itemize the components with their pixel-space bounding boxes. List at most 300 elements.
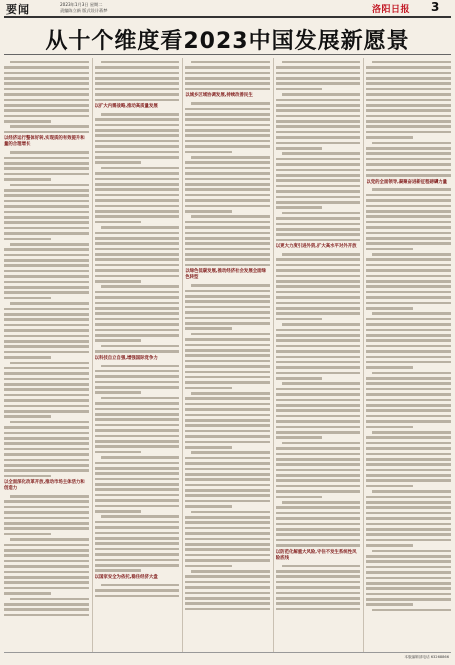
body-text-line (95, 253, 180, 256)
body-text-line (4, 426, 89, 429)
article-subhead: 以党的全面领导,凝聚奋进新征程磅礴力量 (366, 179, 448, 185)
body-text-line (366, 221, 451, 224)
body-text-line (276, 447, 361, 450)
body-text-line (95, 248, 180, 251)
body-text-line (185, 199, 270, 202)
body-text-line (276, 523, 361, 526)
article-column (92, 58, 180, 652)
body-text-line (276, 586, 361, 589)
body-text-line (10, 302, 89, 305)
body-text-line (276, 404, 361, 407)
body-text-line (366, 205, 451, 208)
body-text-line (366, 88, 451, 91)
body-text-line (276, 361, 361, 364)
body-text-line (276, 420, 361, 423)
body-text-line (4, 383, 89, 386)
body-text-line (4, 571, 89, 574)
body-text-line (185, 376, 270, 379)
body-text-line (276, 597, 361, 600)
body-text-line (276, 339, 361, 342)
body-text-line (95, 242, 180, 245)
body-text-line (4, 592, 51, 595)
body-text-line (185, 66, 270, 69)
body-text-line (185, 559, 270, 562)
body-text-line (95, 291, 180, 294)
body-text-line (95, 258, 180, 261)
body-text-line (366, 404, 451, 407)
body-text-line (185, 349, 270, 352)
body-text-line (95, 93, 180, 96)
body-text-line (366, 577, 451, 580)
body-text-line (95, 499, 180, 502)
body-text-line (366, 237, 451, 240)
body-text-line (4, 367, 89, 370)
body-text-line (10, 184, 89, 187)
body-text-line (276, 345, 361, 348)
body-text-line (366, 479, 451, 482)
body-text-line (366, 77, 451, 80)
body-text-line (95, 172, 180, 175)
body-text-line (95, 472, 180, 475)
body-text-line (95, 445, 180, 448)
body-text-line (282, 93, 361, 96)
body-text-line (185, 221, 270, 224)
body-text-line (4, 614, 89, 617)
body-text-line (4, 93, 89, 96)
body-text-line (95, 350, 180, 353)
body-text-line (185, 457, 270, 460)
body-text-line (95, 589, 180, 592)
body-text-line (95, 510, 142, 513)
body-text-line (282, 442, 361, 445)
article-subhead: 以城乡区域协调发展,持续改善民生 (185, 93, 253, 99)
body-text-line (4, 442, 89, 445)
body-text-line (95, 595, 180, 598)
body-text-line (276, 453, 361, 456)
body-text-line (366, 323, 451, 326)
body-text-line (366, 544, 413, 547)
body-text-line (95, 329, 180, 332)
body-text-line (185, 424, 270, 427)
body-text-line (366, 571, 451, 574)
body-text-line (185, 161, 270, 164)
body-text-line (366, 242, 451, 245)
body-text-line (95, 569, 142, 572)
body-text-line (95, 237, 180, 240)
body-text-line (366, 453, 451, 456)
section-label: 要闻 (6, 3, 30, 16)
body-text-line (95, 307, 180, 310)
body-text-line (276, 592, 361, 595)
body-text-line (276, 163, 361, 166)
body-text-line (95, 66, 180, 69)
body-text-line (101, 456, 180, 459)
body-text-line (282, 152, 361, 155)
body-text-line (4, 248, 89, 251)
body-text-line (282, 382, 361, 385)
body-text-line (366, 174, 451, 177)
body-text-line (4, 603, 89, 606)
body-text-line (366, 345, 451, 348)
body-text-line (185, 414, 270, 417)
body-text-line (185, 403, 270, 406)
body-text-line (101, 167, 180, 170)
body-text-line (191, 570, 270, 573)
body-text-line (185, 597, 270, 600)
body-text-line (276, 285, 361, 288)
body-text-line (4, 232, 89, 235)
body-text-line (95, 424, 180, 427)
body-text-line (185, 108, 270, 111)
article-subhead: 以扩大内需战略,推动高质量发展 (94, 104, 158, 110)
body-text-line (276, 280, 361, 283)
body-text-line (95, 391, 142, 394)
body-text-line (4, 415, 51, 418)
body-text-line (185, 592, 270, 595)
article-column (182, 58, 270, 652)
body-text-line (366, 285, 451, 288)
body-text-line (282, 212, 361, 215)
body-text-line (95, 413, 180, 416)
body-text-line (4, 356, 51, 359)
body-text-line (95, 478, 180, 481)
body-text-line (366, 339, 451, 342)
body-text-line (4, 254, 89, 257)
body-text-line (366, 506, 451, 509)
body-text-line (276, 366, 361, 369)
body-text-line (95, 215, 180, 218)
body-text-line (4, 511, 89, 514)
body-text-line (4, 533, 51, 536)
body-text-line (4, 469, 89, 472)
body-text-line (185, 575, 270, 578)
body-text-line (185, 446, 232, 449)
body-text-line (4, 259, 89, 262)
body-text-line (185, 72, 270, 75)
body-text-line (276, 458, 361, 461)
body-text-line (276, 206, 323, 209)
body-text-line (185, 543, 270, 546)
body-text-line (95, 296, 180, 299)
body-text-line (366, 131, 451, 134)
body-text-line (4, 351, 89, 354)
body-text-line (185, 205, 270, 208)
body-text-line (276, 115, 361, 118)
body-text-line (95, 275, 180, 278)
body-text-line (366, 598, 451, 601)
body-text-line (366, 329, 451, 332)
body-text-line (95, 77, 180, 80)
body-text-line (372, 372, 451, 375)
body-text-line (366, 125, 451, 128)
body-text-line (185, 365, 270, 368)
body-text-line (4, 517, 89, 520)
body-text-line (4, 318, 89, 321)
body-text-line (95, 145, 180, 148)
body-text-line (95, 99, 180, 102)
body-text-line (276, 296, 361, 299)
article-subhead: 以防范化解重大风险,守住不发生系统性风险底线 (275, 549, 357, 561)
body-text-line (101, 226, 180, 229)
body-text-line (4, 297, 51, 300)
body-text-line (185, 167, 270, 170)
body-text-line (4, 189, 89, 192)
body-text-line (366, 120, 451, 123)
body-text-line (276, 485, 361, 488)
body-text-line (95, 188, 180, 191)
body-text-line (372, 550, 451, 553)
body-text-line (366, 463, 451, 466)
body-text-line (276, 372, 361, 375)
body-text-line (366, 296, 451, 299)
body-text-line (95, 553, 180, 556)
body-text-line (366, 158, 451, 161)
body-text-line (95, 118, 180, 121)
body-text-line (191, 333, 270, 336)
body-text-line (95, 564, 180, 567)
body-text-line (95, 194, 180, 197)
body-text-line (101, 61, 180, 64)
body-text-line (4, 167, 89, 170)
newspaper-name: 洛阳日报 (372, 5, 411, 15)
body-text-line (185, 548, 270, 551)
body-text-line (185, 344, 270, 347)
body-text-line (366, 587, 451, 590)
body-text-line (95, 178, 180, 181)
body-text-line (95, 467, 180, 470)
body-text-line (366, 258, 451, 261)
body-text-line (276, 147, 323, 150)
body-text-line (276, 302, 361, 305)
body-text-line (366, 82, 451, 85)
body-text-line (185, 140, 270, 143)
body-text-line (185, 129, 270, 132)
body-text-line (4, 560, 89, 563)
body-text-line (185, 516, 270, 519)
body-text-line (372, 188, 451, 191)
body-text-line (366, 420, 451, 423)
body-text-line (366, 334, 451, 337)
body-text-line (4, 581, 89, 584)
body-text-line (4, 329, 89, 332)
body-text-line (276, 533, 361, 536)
body-text-line (276, 436, 323, 439)
body-text-line (191, 102, 270, 105)
body-text-line (366, 366, 413, 369)
body-text-line (366, 560, 451, 563)
body-text-line (95, 156, 180, 159)
body-text-line (10, 61, 89, 64)
body-text-line (276, 575, 361, 578)
body-text-line (4, 345, 89, 348)
body-text-line (4, 587, 89, 590)
body-text-line (185, 602, 270, 605)
body-text-line (4, 200, 89, 203)
body-text-line (366, 169, 451, 172)
body-text-line (185, 232, 270, 235)
body-text-line (95, 462, 180, 465)
body-text-line (4, 109, 89, 112)
body-text-line (95, 210, 180, 213)
body-text-line (4, 66, 89, 69)
body-text-line (276, 506, 361, 509)
body-text-line (95, 381, 180, 384)
body-text-line (4, 340, 89, 343)
body-text-line (366, 442, 451, 445)
body-text-line (276, 528, 361, 531)
body-text-line (366, 485, 413, 488)
body-text-line (185, 151, 232, 154)
body-text-line (95, 402, 180, 405)
body-text-line (95, 339, 142, 342)
body-text-line (4, 549, 89, 552)
header-divider (4, 16, 451, 18)
body-text-line (276, 131, 361, 134)
body-text-line (95, 318, 180, 321)
body-text-line (185, 290, 270, 293)
body-text-line (4, 194, 89, 197)
body-text-line (185, 494, 270, 497)
body-text-line (185, 360, 270, 363)
body-text-line (4, 527, 89, 530)
body-text-line (4, 313, 89, 316)
body-text-line (282, 253, 361, 256)
body-text-line (185, 82, 270, 85)
body-text-line (276, 318, 323, 321)
article-column (273, 58, 361, 652)
body-text-line (95, 542, 180, 545)
article-subhead: 以经济运行整体好转,实现质的有效提升和量的合理增长 (4, 136, 85, 148)
body-text-line (276, 158, 361, 161)
body-text-line (95, 183, 180, 186)
body-text-line (95, 124, 180, 127)
body-text-line (366, 318, 451, 321)
body-text-line (95, 264, 180, 267)
body-text-line (366, 512, 451, 515)
body-text-line (95, 199, 180, 202)
body-text-line (4, 432, 89, 435)
body-text-line (366, 501, 451, 504)
article-headline: 从十个维度看2023中国发展新愿景 (45, 29, 410, 54)
body-text-line (95, 483, 180, 486)
body-text-line (185, 258, 270, 261)
body-text-line (185, 118, 270, 121)
body-text-line (366, 307, 413, 310)
body-text-line (185, 430, 270, 433)
body-text-line (185, 441, 270, 444)
body-text-line (185, 521, 270, 524)
body-text-line (366, 72, 451, 75)
body-text-line (191, 451, 270, 454)
body-text-line (276, 142, 361, 145)
body-text-line (4, 178, 51, 181)
body-text-line (185, 505, 232, 508)
body-text-line (4, 157, 89, 160)
body-text-line (185, 183, 270, 186)
body-text-line (95, 532, 180, 535)
article-subhead: 以绿色低碳发展,推动经济社会发展全面绿色转型 (185, 269, 266, 281)
body-text-line (4, 131, 89, 134)
body-text-line (185, 188, 270, 191)
body-text-line (276, 169, 361, 172)
body-text-line (185, 306, 270, 309)
body-text-line (366, 415, 451, 418)
body-text-line (276, 239, 361, 242)
body-text-line (276, 307, 361, 310)
body-text-line (185, 468, 270, 471)
body-text-line (185, 435, 270, 438)
body-text-line (276, 82, 361, 85)
body-text-line (366, 533, 451, 536)
body-text-line (191, 156, 270, 159)
body-text-line (366, 350, 451, 353)
body-text-line (366, 582, 451, 585)
body-text-line (95, 537, 180, 540)
body-text-line (95, 232, 180, 235)
body-text-line (4, 453, 89, 456)
body-text-line (366, 152, 451, 155)
body-text-line (366, 280, 451, 283)
body-text-line (366, 109, 451, 112)
body-text-line (4, 464, 89, 467)
body-text-line (372, 253, 451, 256)
body-text-line (276, 431, 361, 434)
body-text-line (185, 242, 270, 245)
body-text-line (4, 238, 51, 241)
body-text-line (4, 291, 89, 294)
body-text-line (101, 584, 180, 587)
body-text-line (276, 174, 361, 177)
body-text-line (276, 136, 361, 139)
editor-credit: 责编陈立新 版式设计蒋梦 (60, 8, 108, 13)
body-text-line (276, 258, 361, 261)
body-text-line (185, 178, 270, 181)
masthead (0, 0, 455, 18)
body-text-line (372, 312, 451, 315)
body-text-line (185, 172, 270, 175)
body-text-line (185, 397, 270, 400)
body-text-line (95, 140, 180, 143)
body-text-line (276, 190, 361, 193)
body-text-line (366, 232, 451, 235)
body-text-line (185, 527, 270, 530)
body-text-line (95, 161, 142, 164)
body-text-line (4, 270, 89, 273)
body-text-line (185, 248, 270, 251)
body-text-line (276, 228, 361, 231)
body-text-line (4, 405, 89, 408)
body-text-line (366, 163, 451, 166)
body-text-line (366, 523, 451, 526)
body-text-line (95, 494, 180, 497)
body-text-line (366, 264, 451, 267)
body-text-line (4, 475, 51, 478)
body-text-line (95, 435, 180, 438)
body-text-line (282, 323, 361, 326)
body-text-line (4, 88, 89, 91)
body-text-line (185, 322, 270, 325)
body-text-line (276, 201, 361, 204)
body-text-line (276, 539, 361, 542)
body-text-line (101, 515, 180, 518)
body-text-line (282, 501, 361, 504)
body-text-line (4, 554, 89, 557)
body-text-line (95, 440, 180, 443)
body-text-line (4, 522, 89, 525)
body-text-line (185, 88, 270, 91)
body-text-line (101, 113, 180, 116)
body-text-line (4, 394, 89, 397)
